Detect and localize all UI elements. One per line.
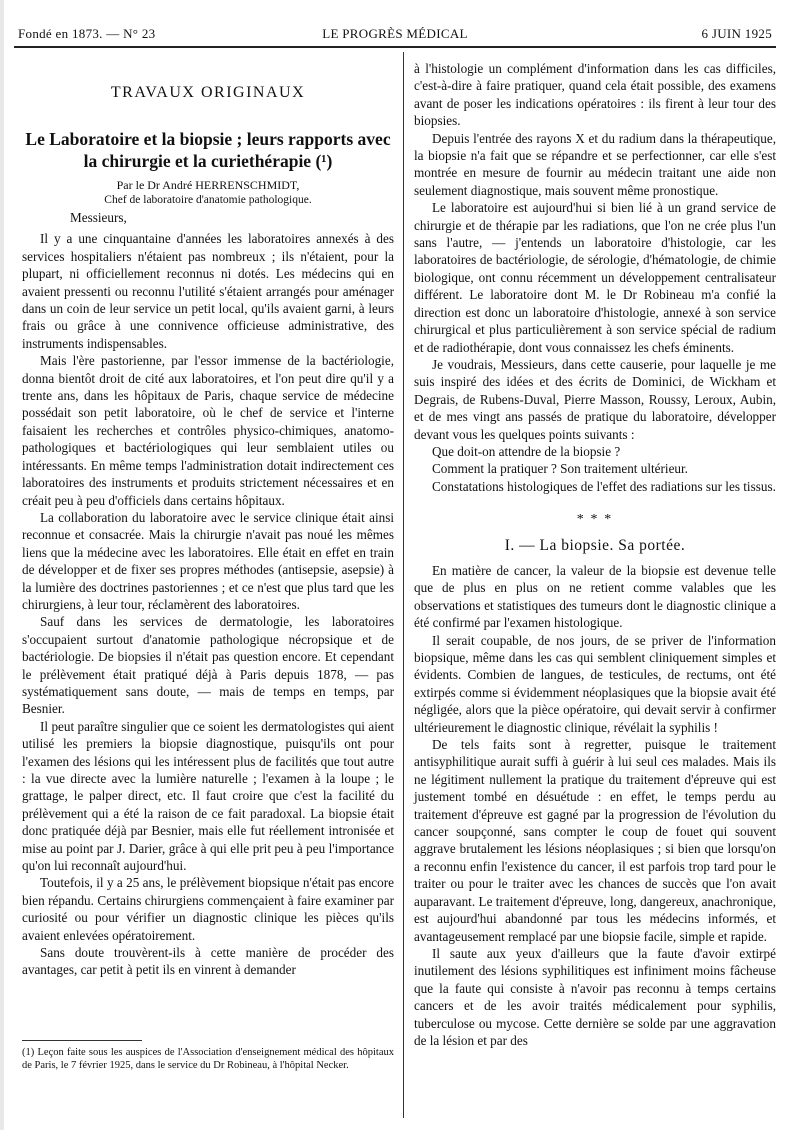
question-item: Comment la pratiquer ? Son traitement ultérieur.	[432, 461, 688, 477]
paragraph: Il y a une cinquantaine d'années les laboratoires annexés à des services hospitaliers n'étaient pas nombreux ; ils n'étaient, pour la plupart, ni officiellement reconnus ni dotés. Les médecins qui en avaient pressenti ou reconnu l'utilité s'étaient arrangés pour aménager dans un coin de leur service un petit local, qu'ils avaient garni, à leurs frais ou grâce à une connivence officieuse administrative, des instruments indispensables.	[22, 231, 394, 351]
author-affiliation: Chef de laboratoire d'anatomie pathologique.	[104, 194, 312, 206]
author-byline: Par le Dr André HERRENSCHMIDT,	[116, 178, 300, 192]
paragraph: Il saute aux yeux d'ailleurs que la faute d'avoir extirpé inutilement des lésions syphilitiques est infiniment moins fâcheuse que la faute qui consiste à n'avoir pas reconnu à temps certains cancers et de les avoir traités médicalement pour syphilis, tuberculose ou mycose. Cette dernière se solde par une aggravation de la lésion et par des	[414, 945, 776, 1048]
paragraph: Le laboratoire est aujourd'hui si bien lié à un grand service de chirurgie et de thérapie par les radiations, que l'on ne crée plus l'un sans l'autre, — j'entends un laboratoire d'histologie, car les laboratoires de bactériologie, de sérologie, d'hématologie, de chimie biologique, ont connu récemment un développement centralisateur différent. Le laboratoire dont M. le Dr Robineau m'a confié la direction est donc un laboratoire d'histologie, annexé à son service chirurgical et plus particulièrement à son service spécial de radium et de radiothérapie, dont vous connaissez les chefs éminents.	[414, 200, 776, 355]
salutation: Messieurs,	[70, 210, 127, 225]
header-date: 6 JUIN 1925	[701, 26, 772, 41]
header-founded: Fondé en 1873. — N° 23	[18, 26, 156, 41]
article-title: Le Laboratoire et la biopsie ; leurs rapports avec la chirurgie et la curiethérapie (¹)	[25, 129, 391, 171]
paragraph: De tels faits sont à regretter, puisque le traitement antisyphilitique aurait suffi à guérir à lui seul ces malades. Mais ils ne légitiment nullement la pratique du traitement d'épreuve qui est justement tombé en désuétude : en effet, le temps perdu au traitement d'épreuve est gagné par la progression de l'évolution du cancer soupçonné, sans compter le coup de fouet qui souvent aggrave brutalement les lésions néoplasiques ; si bien que lorsqu'on a reconnu enfin l'existence du cancer, il est parfois trop tard pour le traiter ou pour le traiter avec les chances de succès que l'on avait auparavant. Le traitement d'épreuve, long, dangereux, anachronique, est aujourd'hui abandonné par tous les médecins informés, et avantageusement remplacé par une biopsie facile, simple et rapide.	[414, 737, 776, 944]
paragraph: Depuis l'entrée des rayons X et du radium dans la thérapeutique, la biopsie n'a fait que se répandre et se perfectionner, car elle s'est montrée en mesure de fournir au médecin traitant une aide non seulement diagnostique, mais souvent même pronostique.	[414, 130, 776, 198]
header-journal-title: LE PROGRÈS MÉDICAL	[322, 26, 468, 41]
right-column	[414, 60, 776, 1049]
footnote: (1) Leçon faite sous les auspices de l'Association d'enseignement médical des hôpitaux de Paris, le 7 février 1925, dans le service du Dr Robineau, à l'hôpital Necker.	[22, 1047, 394, 1071]
paragraph: Sans doute trouvèrent-ils à cette manière de procéder des avantages, car petit à petit ils en vinrent à demander	[22, 945, 394, 978]
page-edge-shadow	[0, 0, 4, 1130]
paragraph: Sauf dans les services de dermatologie, les laboratoires s'occupaient surtout d'anatomie pathologique nécropsique et de bactériologie. De biopsies il n'était pas question encore. Et cependant le prélèvement était pratiqué déjà à Paris depuis 1878, — pas systématiquement sans doute, — mais de temps en temps, par Besnier.	[22, 614, 394, 717]
paragraph: Je voudrais, Messieurs, dans cette causerie, pour laquelle je me suis inspiré des idées et des écrits de Dominici, de Wickham et Degrais, de Rubens-Duval, Pierre Masson, Roussy, Leroux, Aubin, et de mes vingt ans passés de pratique du laboratoire, développer devant vous les quelques points suivants :	[414, 356, 776, 442]
footnote-rule	[22, 1040, 142, 1041]
paragraph: La collaboration du laboratoire avec le service clinique était ainsi reconnue et consacrée. Mais la chirurgie n'avait pas noué les mêmes liens que la médecine avec les laboratoires. Elle était en effet en train de développer et de fixer ses propres méthodes (antisepsie, asepsie) à la lumière des doctrines pastoriennes ; et ce n'est que plus tard que les chirurgiens, à leur tour, réclamèrent des laboratoires.	[22, 509, 394, 612]
paragraph: à l'histologie un complément d'information dans les cas difficiles, c'est-à-dire à faire pratiquer, quand cela était possible, des examens avant de poser les indications opératoires : ils firent à leur tour des biopsies.	[414, 61, 776, 129]
question-item: Que doit-on attendre de la biopsie ?	[432, 443, 621, 459]
section-title: TRAVAUX ORIGINAUX	[110, 84, 306, 101]
left-column	[22, 128, 394, 979]
header-rule	[14, 46, 776, 48]
paragraph: Il serait coupable, de nos jours, de se priver de l'information biopsique, même dans les cas qui semblent cliniquement simples et évidents. Combien de langues, de testicules, de rectums, ont été extirpés comme si évidemment néoplasiques que la biopsie avait été négligée, alors que la pièce opératoire, qui devait servir à confirmer ultérieurement le diagnostic clinique, révélait la syphilis !	[414, 632, 776, 735]
paragraph: Il peut paraître singulier que ce soient les dermatologistes qui aient utilisé les premiers la biopsie diagnostique, puisqu'ils ont pour l'examen des lésions qui les intéressent plus de facilités que tout autre : la vue directe avec la lumière naturelle ; l'examen à la loupe ; le grattage, le palper direct, etc. Il faut croire que c'est la facilité du prélèvement qui a été la raison de ce fait paradoxal. La biopsie était donc pratiquée déjà par Besnier, mais elle fut réellement intronisée et mise au point par J. Darier, grâce à qui elle prit peu à peu l'importance qu'on lui reconnaît aujourd'hui.	[22, 718, 394, 874]
column-divider	[403, 52, 404, 1118]
paragraph: En matière de cancer, la valeur de la biopsie est devenue telle que de plus en plus on ne retient comme valables que les observations et statistiques des tumeurs dont le diagnostic clinique a été confirmé par l'examen histologique.	[414, 562, 776, 631]
question-item: Constatations histologiques de l'effet des radiations sur les tissus.	[432, 478, 776, 494]
subsection-heading: I. — La biopsie. Sa portée.	[504, 536, 686, 554]
paragraph: Toutefois, il y a 25 ans, le prélèvement biopsique n'était pas encore bien répandu. Certains chirurgiens commençaient à faire examiner par curiosité ou pour vérifier un diagnostic clinique les pièces qu'ils avaient enlevées opératoirement.	[22, 875, 394, 943]
paragraph: Mais l'ère pastorienne, par l'essor immense de la bactériologie, donna bientôt droit de cité aux laboratoires, et l'on peut dire qu'il y a trente ans, dans les hôpitaux de Paris, chaque service de médecine possédait son petit laboratoire, où le chef de service et l'interne faisaient les recherches et contrôles physico-chimiques, anatomo-pathologiques et bactériologiques qui leur semblaient utiles ou intéressants. En même temps l'administration dotait indirectement ces laboratoires des instruments et produits strictement nécessaires et en créait peu à peu d'officiels dans certains hôpitaux.	[22, 353, 394, 508]
section-separator-stars: * * *	[576, 512, 614, 528]
